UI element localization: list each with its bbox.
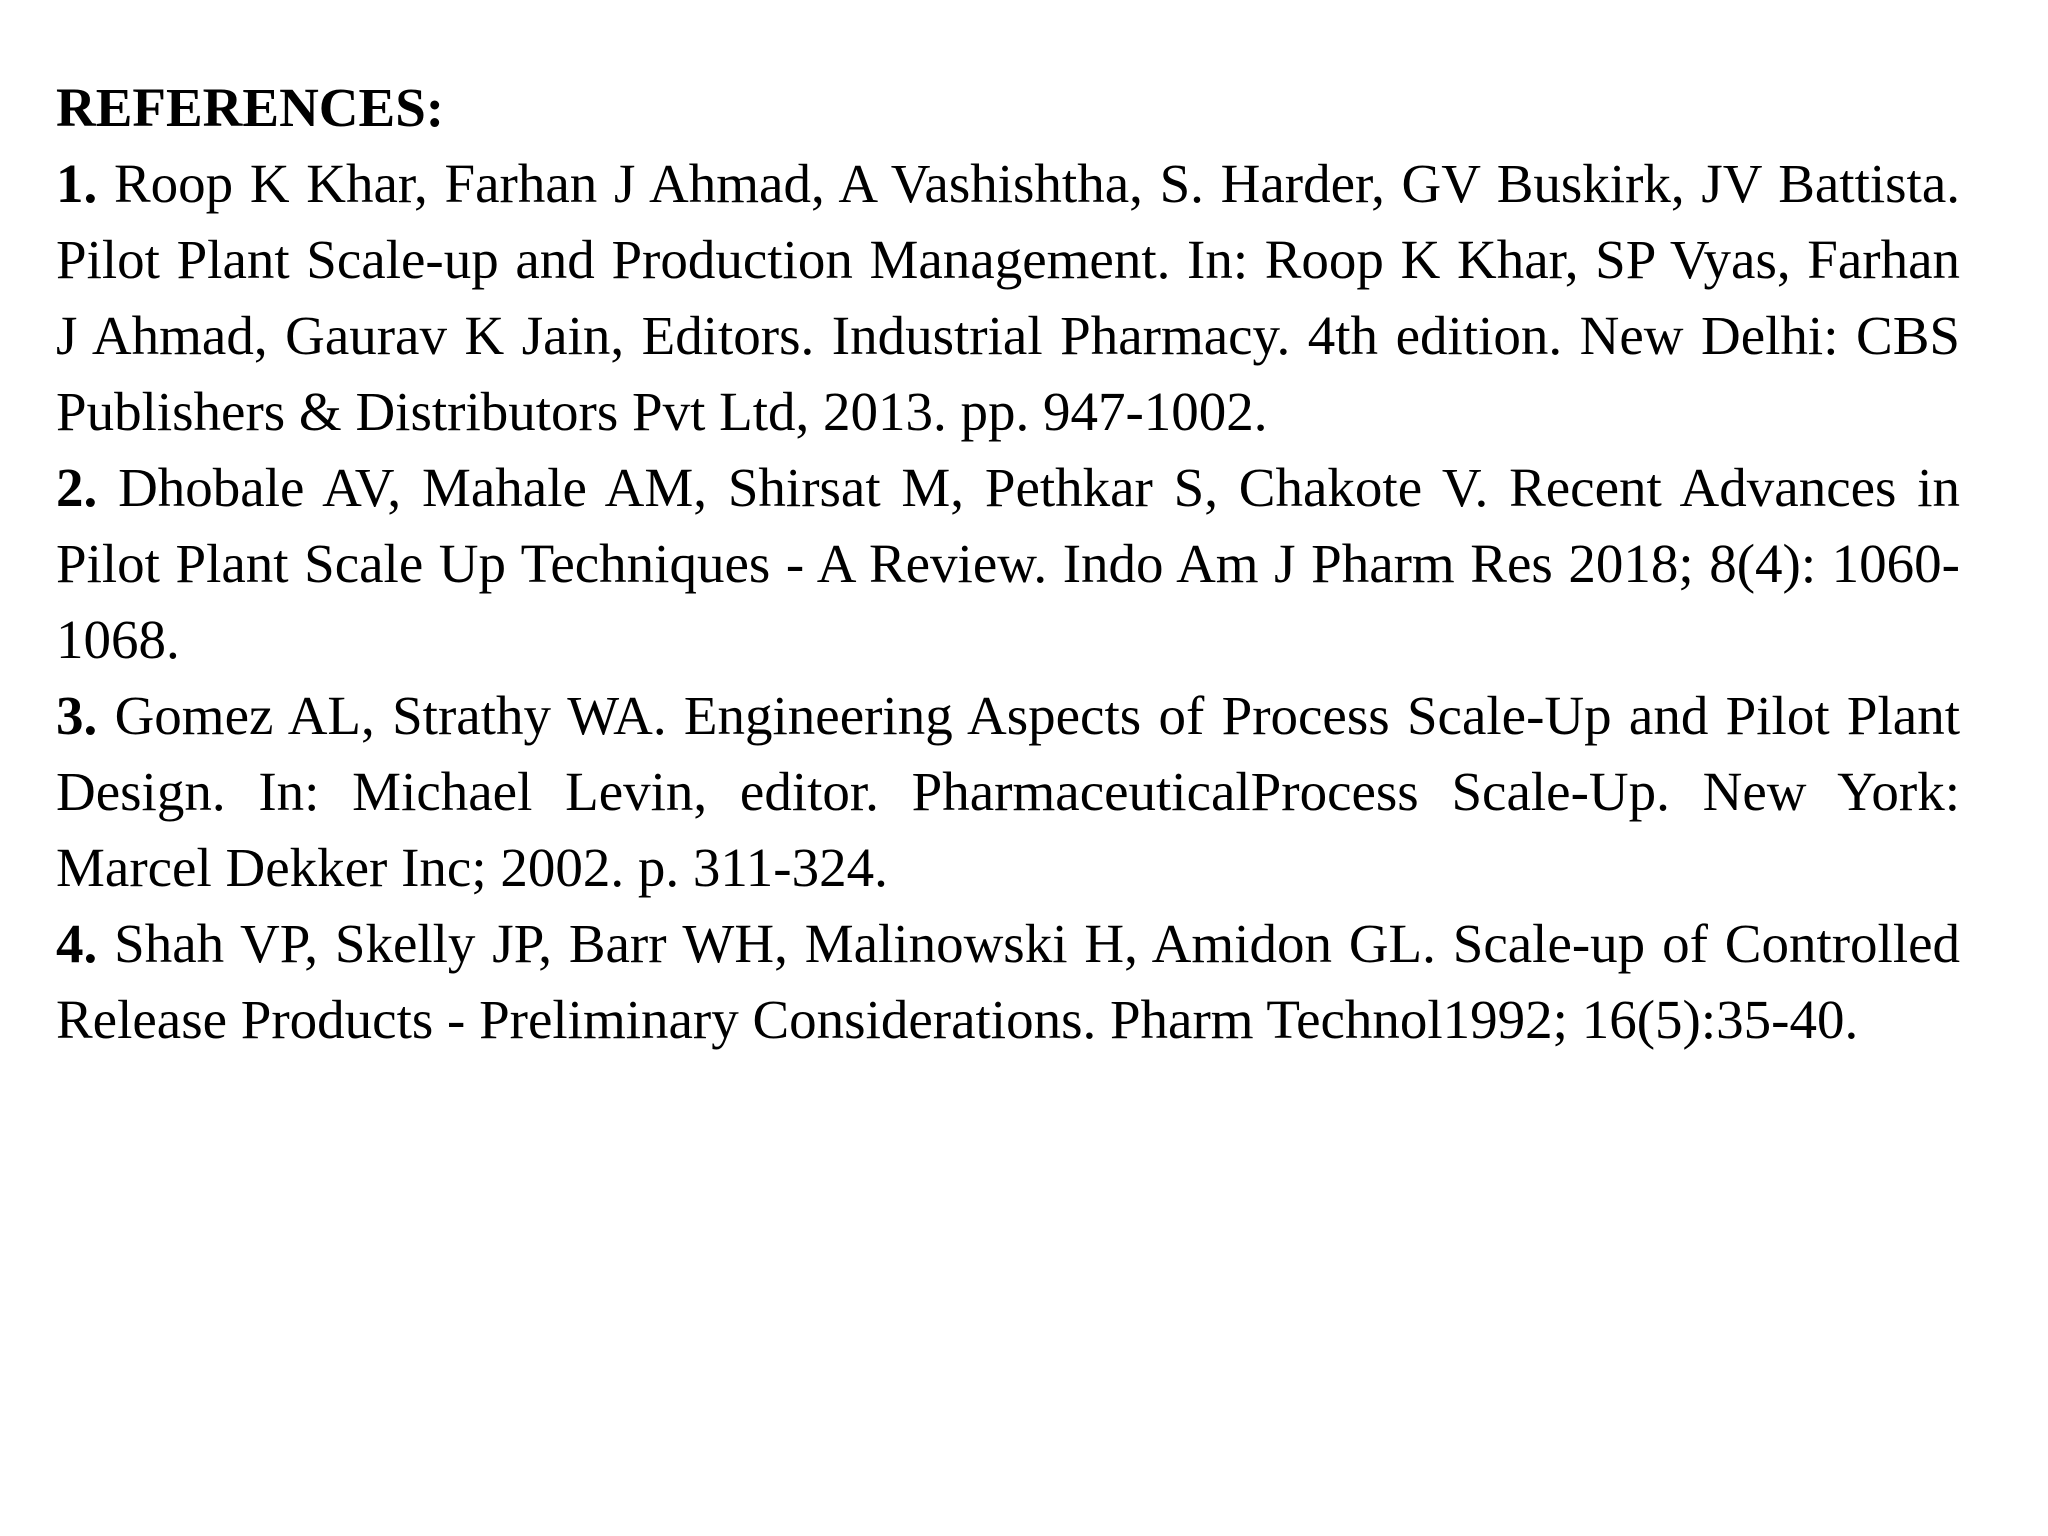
reference-number: 3. [56,685,98,746]
reference-item-4 [56,906,1960,1058]
reference-item-2 [56,450,1960,678]
reference-number: 2. [56,457,98,518]
references-section [56,70,1960,1058]
reference-item-1 [56,146,1960,450]
reference-text: Roop K Khar, Farhan J Ahmad, A Vashishtha, S. Harder, GV Buskirk, JV Battista. Pilot Plant Scale-up and Production Management. In: Roop K Khar, SP Vyas, Farhan J Ahmad, Gaurav K Jain, Editors. Industrial Pharmacy. 4th edition. New Delhi: CBS Publishers & Distributors Pvt Ltd, 2013. pp. 947-1002. [56,153,1960,442]
reference-text: Gomez AL, Strathy WA. Engineering Aspects of Process Scale-Up and Pilot Plant Design. In: Michael Levin, editor. PharmaceuticalProcess Scale-Up. New York: Marcel Dekker Inc; 2002. p. 311-324. [56,685,1960,898]
reference-number: 4. [56,913,98,974]
reference-number: 1. [56,153,98,214]
reference-text: Dhobale AV, Mahale AM, Shirsat M, Pethkar S, Chakote V. Recent Advances in Pilot Plant Scale Up Techniques - A Review. Indo Am J Pharm Res 2018; 8(4): 1060-1068. [56,457,1960,670]
reference-text: Shah VP, Skelly JP, Barr WH, Malinowski H, Amidon GL. Scale-up of Controlled Release Products - Preliminary Considerations. Pharm Technol1992; 16(5):35-40. [56,913,1961,1050]
reference-item-3 [56,678,1960,906]
references-heading: REFERENCES: [56,77,445,138]
